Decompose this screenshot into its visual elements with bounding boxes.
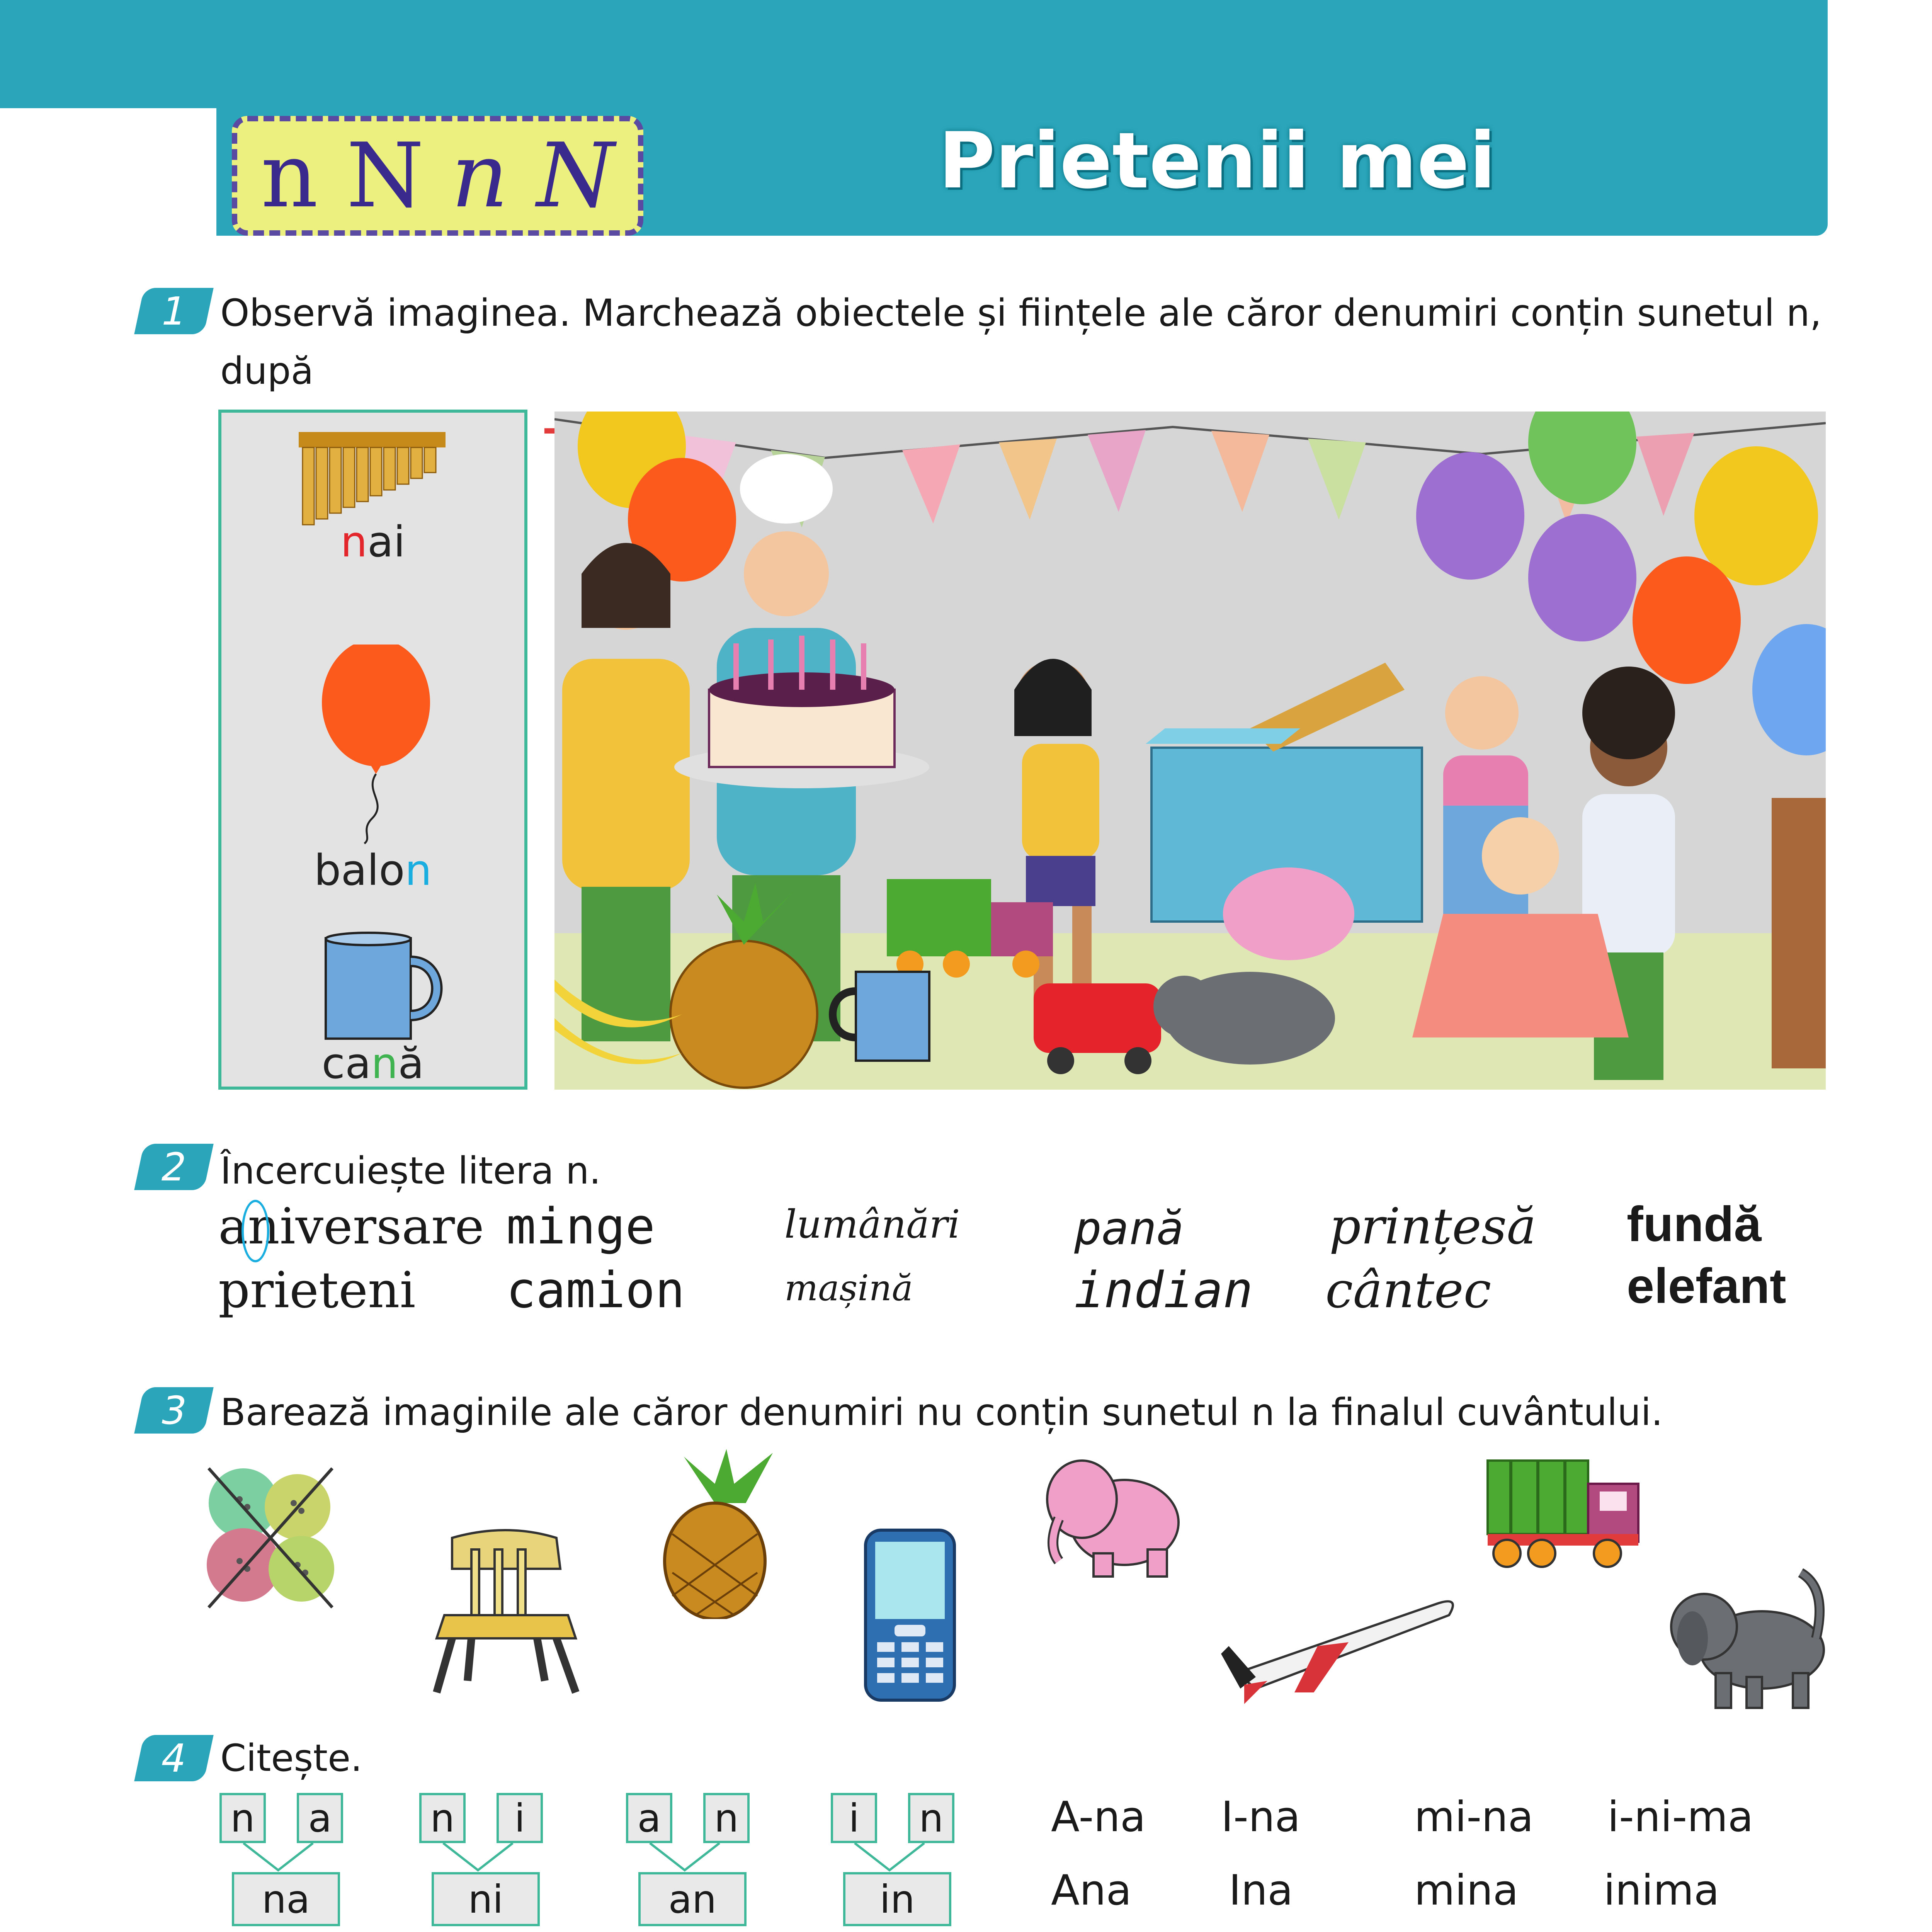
exercise-1-number: 1 xyxy=(134,288,214,334)
syllable-letter: a xyxy=(626,1793,672,1843)
syllable-connector xyxy=(439,1843,517,1874)
page-title: Prietenii mei xyxy=(938,116,1496,206)
legend-word-balon xyxy=(218,845,527,895)
pineapple-icon[interactable] xyxy=(649,1449,788,1619)
word-printesa[interactable]: prințesă xyxy=(1329,1198,1536,1255)
legend-pre: ca xyxy=(321,1039,371,1088)
letters-print: n N xyxy=(261,124,424,228)
syllable-letter: i xyxy=(831,1793,877,1843)
read-word: Ana xyxy=(1051,1866,1132,1915)
word-aniversare[interactable]: aniversare xyxy=(218,1198,484,1255)
exercise-2-instruction: Încercuiește litera n. xyxy=(220,1149,601,1192)
dog-icon[interactable] xyxy=(1669,1565,1832,1712)
read-word: inima xyxy=(1604,1866,1719,1915)
letter-box xyxy=(232,116,643,236)
word-funda[interactable]: fundă xyxy=(1627,1197,1762,1252)
syllable-connector xyxy=(240,1843,317,1874)
syllable-letter: i xyxy=(497,1793,543,1843)
word-cantec[interactable]: cântec xyxy=(1325,1262,1492,1319)
syllable-result: an xyxy=(638,1872,747,1926)
buttons-icon[interactable] xyxy=(201,1461,340,1615)
letters-cursive: n N xyxy=(451,124,614,228)
legend-highlight: n xyxy=(340,517,367,566)
word-prieteni[interactable]: prieteni xyxy=(218,1262,416,1319)
balloon-icon xyxy=(314,645,438,845)
exercise-2-number: 2 xyxy=(134,1144,214,1190)
chair-icon[interactable] xyxy=(429,1526,583,1696)
mug-icon xyxy=(314,930,453,1046)
read-word: i-ni-ma xyxy=(1607,1793,1753,1841)
word-camion[interactable]: camion xyxy=(506,1262,685,1319)
syllable-result: na xyxy=(232,1872,340,1926)
word-elefant[interactable]: elefant xyxy=(1627,1259,1786,1314)
word-minge[interactable]: minge xyxy=(506,1198,655,1255)
pan-flute-icon xyxy=(299,424,449,532)
syllable-letter: n xyxy=(219,1793,266,1843)
word-pana[interactable]: pană xyxy=(1074,1202,1184,1255)
legend-word-cana xyxy=(218,1039,527,1088)
syllable-letter: n xyxy=(419,1793,466,1843)
exercise-3-instruction: Barează imaginile ale căror denumiri nu conțin sunetul n la finalul cuvântului. xyxy=(220,1391,1663,1434)
read-word: mina xyxy=(1414,1866,1519,1915)
legend-post: ă xyxy=(398,1039,424,1088)
read-word: I-na xyxy=(1221,1793,1301,1841)
sample-circle-mark xyxy=(242,1200,269,1262)
party-scene-svg xyxy=(554,412,1826,1090)
word-masina[interactable]: mașină xyxy=(784,1267,913,1309)
exercise-4-number: 4 xyxy=(134,1735,214,1781)
syllable-result: in xyxy=(843,1872,951,1926)
legend-word-nai xyxy=(218,517,527,566)
read-word: A-na xyxy=(1051,1793,1146,1841)
elephant-icon[interactable] xyxy=(1043,1453,1182,1580)
exercise-4-instruction: Citește. xyxy=(220,1736,362,1780)
syllable-connector xyxy=(851,1843,928,1874)
legend-panel xyxy=(218,410,527,1090)
legend-highlight: n xyxy=(371,1039,398,1088)
syllable-letter: n xyxy=(908,1793,954,1843)
read-word: Ina xyxy=(1229,1866,1293,1915)
syllable-result: ni xyxy=(432,1872,540,1926)
phone-icon[interactable] xyxy=(862,1526,958,1704)
party-illustration xyxy=(554,412,1826,1090)
syllable-connector xyxy=(646,1843,723,1874)
word-indian[interactable]: indian xyxy=(1074,1262,1253,1319)
airplane-icon[interactable] xyxy=(1221,1588,1461,1704)
instruction-line-1: Observă imaginea. Marchează obiectele și ființele ale căror denumiri conțin sunetul n, după xyxy=(220,291,1822,393)
legend-pre: balo xyxy=(314,845,405,895)
read-word: mi-na xyxy=(1414,1793,1534,1841)
truck-icon[interactable] xyxy=(1484,1453,1646,1569)
word-lumanari[interactable]: lumânări xyxy=(784,1202,960,1247)
mark-start: - xyxy=(542,407,558,451)
legend-post: ai xyxy=(367,517,405,566)
legend-highlight: n xyxy=(405,845,432,895)
syllable-letter: n xyxy=(703,1793,750,1843)
exercise-3-number: 3 xyxy=(134,1387,214,1434)
header-notch xyxy=(0,108,216,236)
syllable-letter: a xyxy=(297,1793,343,1843)
